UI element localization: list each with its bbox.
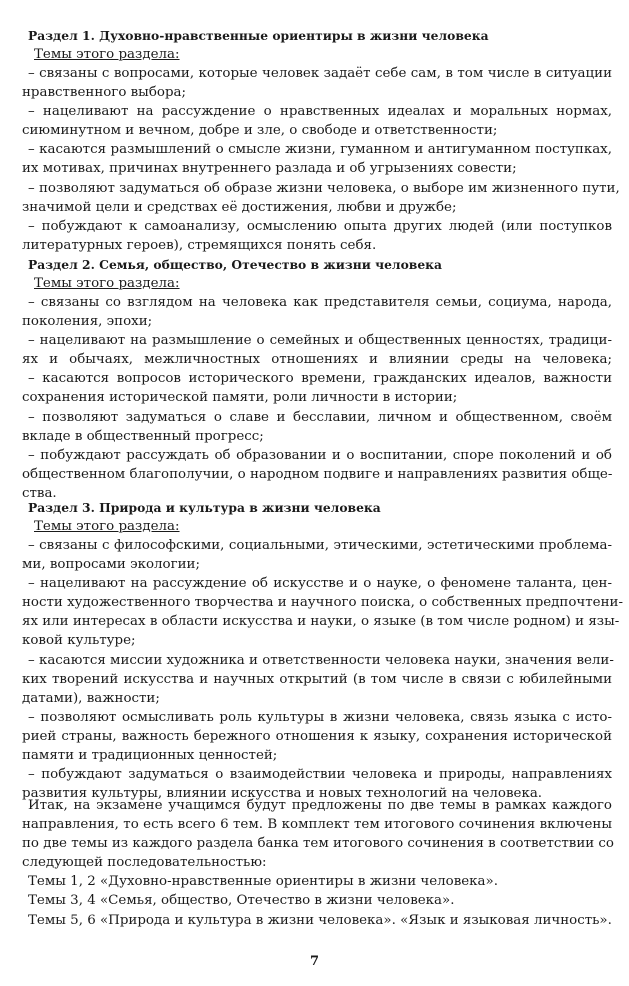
text-line: рией страны, важность бережного отношения к языку, сохранения исторической [22, 728, 612, 744]
section-2 [22, 255, 612, 503]
text-line: – касаются размышлений о смысле жизни, гуманном и антигуманном поступках, [28, 142, 612, 158]
section-heading: Раздел 3. Природа и культура в жизни человека [28, 500, 381, 515]
text-line: – касаются миссии художника и ответственности человека науки, значения вели- [28, 652, 614, 668]
text-line: вкладе в общественный прогресс; [22, 428, 264, 444]
text-line: Темы 3, 4 «Семья, общество, Отечество в жизни человека». [28, 893, 455, 909]
text-line: поколения, эпохи; [22, 314, 153, 330]
section-subheading: Темы этого раздела: [34, 519, 180, 534]
text-line: сохранения исторической памяти, роли личности в истории; [22, 390, 458, 406]
section-heading: Раздел 2. Семья, общество, Отечество в жизни человека [28, 257, 443, 272]
text-line: – нацеливают на размышление о семейных и общественных ценностях, традици- [28, 333, 612, 349]
text-line: Темы 1, 2 «Духовно-нравственные ориентиры в жизни человека». [28, 874, 498, 890]
text-line: ства. [22, 485, 57, 501]
text-line: по две темы из каждого раздела банка тем итогового сочинения в соответствии со [22, 836, 614, 852]
section-1 [22, 26, 620, 255]
text-line: их мотивах, причинах внутреннего разлада и об угрызениях совести; [22, 161, 517, 177]
text-line: ковой культуре; [22, 633, 136, 649]
text-line: – позволяют задуматься о славе и бесславии, личном и общественном, своём [28, 409, 612, 425]
text-line: – позволяют задуматься об образе жизни человека, о выборе им жизненного пути, [28, 180, 620, 196]
text-line: – побуждают рассуждать об образовании и о воспитании, споре поколений и об [28, 447, 612, 463]
text-line: – нацеливают на рассуждение о нравственных идеалах и моральных нормах, [28, 104, 612, 120]
text-line: – связаны с вопросами, которые человек задаёт себе сам, в том числе в ситуации [28, 66, 612, 81]
section-heading: Раздел 1. Духовно-нравственные ориентиры в жизни человека [28, 28, 489, 43]
section-3 [22, 498, 623, 803]
text-line: литературных героев), стремящихся понять себя. [22, 237, 377, 253]
text-line: – связаны с философскими, социальными, этическими, эстетическими проблема- [28, 538, 612, 553]
text-line: значимой цели и средствах её достижения, любви и дружбе; [22, 199, 457, 215]
text-line: сиюминутном и вечном, добре и зле, о свободе и ответственности; [22, 123, 498, 139]
text-line: Итак, на экзамене учащимся будут предложены по две темы в рамках каждого [28, 798, 612, 813]
text-line: ности художественного творчества и научного поиска, о собственных предпочтени- [22, 595, 623, 611]
text-line: – нацеливают на рассуждение об искусстве и о науке, о феномене таланта, цен- [28, 576, 612, 592]
text-line: – побуждают задуматься о взаимодействии человека и природы, направлениях [28, 767, 612, 783]
text-line: общественном благополучии, о народном подвиге и направлениях развития обще- [22, 466, 613, 482]
text-line: ях и обычаях, межличностных отношениях и влиянии среды на человека; [22, 352, 612, 368]
text-line: следующей последовательностью: [22, 855, 267, 871]
text-line: памяти и традиционных ценностей; [22, 748, 278, 764]
text-line: датами), важности; [22, 690, 160, 706]
text-line: Темы 5, 6 «Природа и культура в жизни человека». «Язык и языковая личность». [28, 912, 612, 928]
text-line: – позволяют осмысливать роль культуры в жизни человека, связь языка с исто- [28, 709, 612, 725]
text-line: ких творений искусства и научных открытий (в том числе в связи с юбилейными [22, 671, 612, 687]
section-subheading: Темы этого раздела: [34, 47, 180, 62]
text-line: развития культуры, влиянии искусства и новых технологий на человека. [22, 786, 543, 802]
text-line: – побуждают к самоанализу, осмыслению опыта других людей (или поступков [28, 218, 612, 234]
text-line: направления, то есть всего 6 тем. В комплект тем итогового сочинения включены [22, 817, 612, 833]
text-line: ях или интересах в области искусства и науки, о языке (в том числе родном) и язы- [22, 614, 620, 630]
text-line: – связаны со взглядом на человека как представителя семьи, социума, народа, [28, 295, 612, 310]
text-line: ми, вопросами экологии; [22, 557, 200, 573]
page-number: 7 [309, 954, 320, 969]
text-line: – касаются вопросов исторического времени, гражданских идеалов, важности [28, 371, 612, 387]
text-line: нравственного выбора; [22, 85, 187, 101]
section-subheading: Темы этого раздела: [34, 276, 180, 291]
conclusion-paragraph [22, 796, 612, 930]
